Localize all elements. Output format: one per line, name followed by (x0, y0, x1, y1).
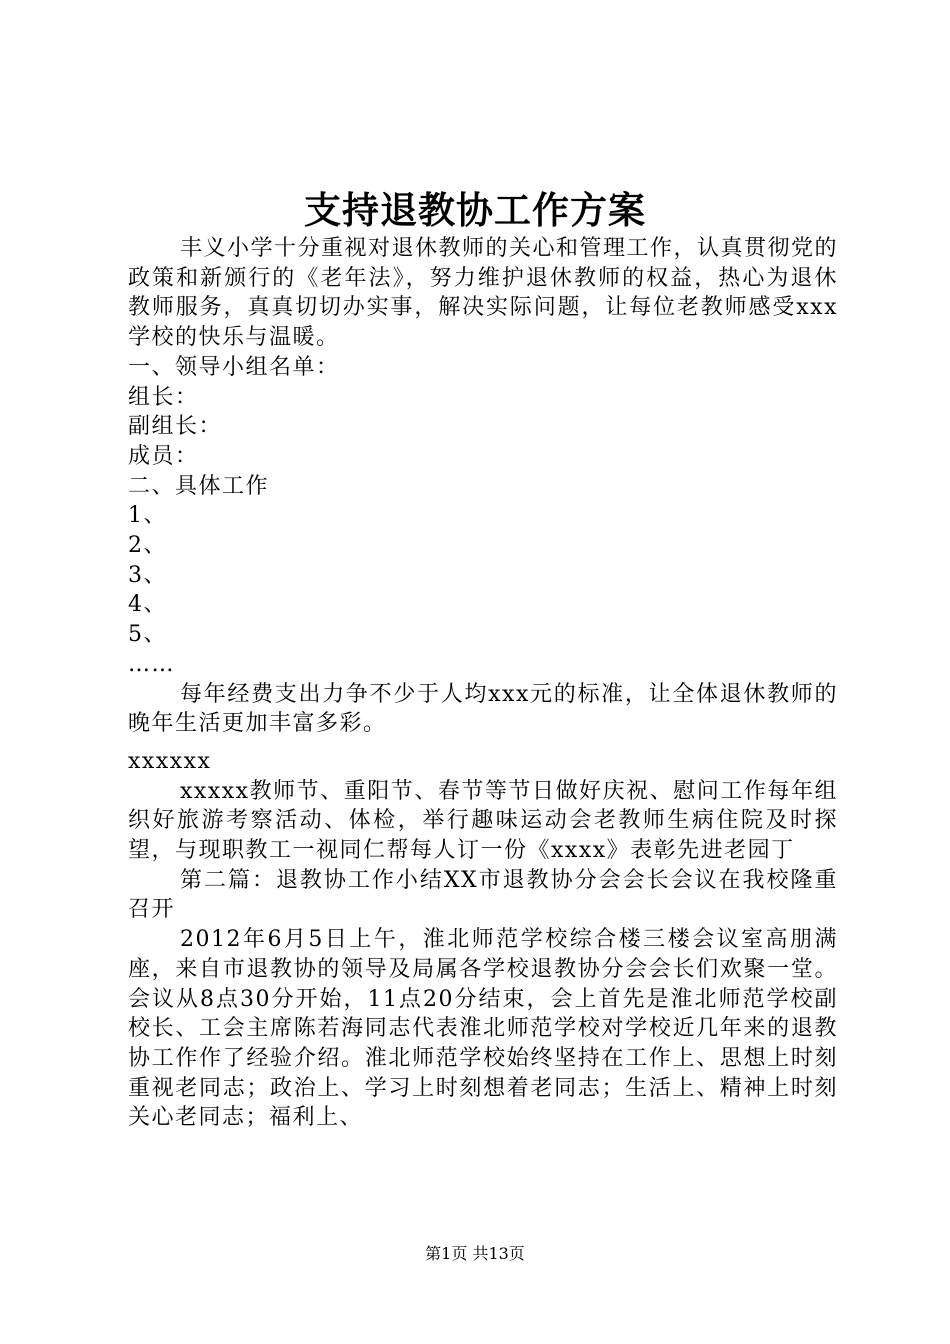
section2-heading: 二、具体工作 (128, 473, 270, 499)
deputy-leader-line: 副组长： (128, 414, 223, 440)
list-item: 3、 (128, 562, 167, 588)
placeholder-line: xxxxxx (128, 748, 212, 774)
members-line: 成员： (128, 443, 199, 469)
list-item: 2、 (128, 533, 167, 559)
intro-paragraph: 丰义小学十分重视对退休教师的关心和管理工作，认真贯彻党的政策和新颁行的《老年法》，努力维护退休教师的权益，热心为退休教师服务，真真切切办实事，解决实际问题，让每位老教师感受xxx学校的快乐与温暖。 (128, 236, 839, 351)
document-title: 支持退教协工作方案 (304, 188, 646, 232)
activities-paragraph: xxxxx教师节、重阳节、春节等节日做好庆祝、慰问工作每年组织好旅游考察活动、体检，举行趣味运动会老教师生病住院及时探望，与现职教工一视同仁帮每人订一份《xxxx》表彰先进老园丁 (128, 778, 838, 864)
document-body (128, 234, 838, 1133)
ellipsis-line: …… (128, 651, 175, 677)
section1-heading: 一、领导小组名单： (128, 354, 340, 380)
part2-title: 第二篇：退教协工作小结XX市退教协分会会长会议在我校隆重召开 (128, 867, 838, 923)
list-item: 4、 (128, 592, 167, 618)
funding-paragraph: 每年经费支出力争不少于人均xxx元的标准，让全体退休教师的晚年生活更加丰富多彩。 (128, 681, 838, 737)
leader-line: 组长： (128, 384, 199, 410)
list-item: 1、 (128, 503, 167, 529)
part2-body: 2012年6月5日上午，淮北师范学校综合楼三楼会议室高朋满座，来自市退教协的领导及局属各学校退教协分会会长们欢聚一堂。会议从8点30分开始，11点20分结束，会上首先是淮北师范学校副校长、工会主席陈若海同志代表淮北师范学校对学校近几年来的退教协工作作了经验介绍。淮北师范学校始终坚持在工作上、思想上时刻重视老同志；政治上、学习上时刻想着老同志；生活上、精神上时刻关心老同志；福利上、 (128, 927, 838, 1131)
page-number: 第1页 共13页 (425, 1244, 525, 1263)
list-item: 5、 (128, 622, 167, 648)
